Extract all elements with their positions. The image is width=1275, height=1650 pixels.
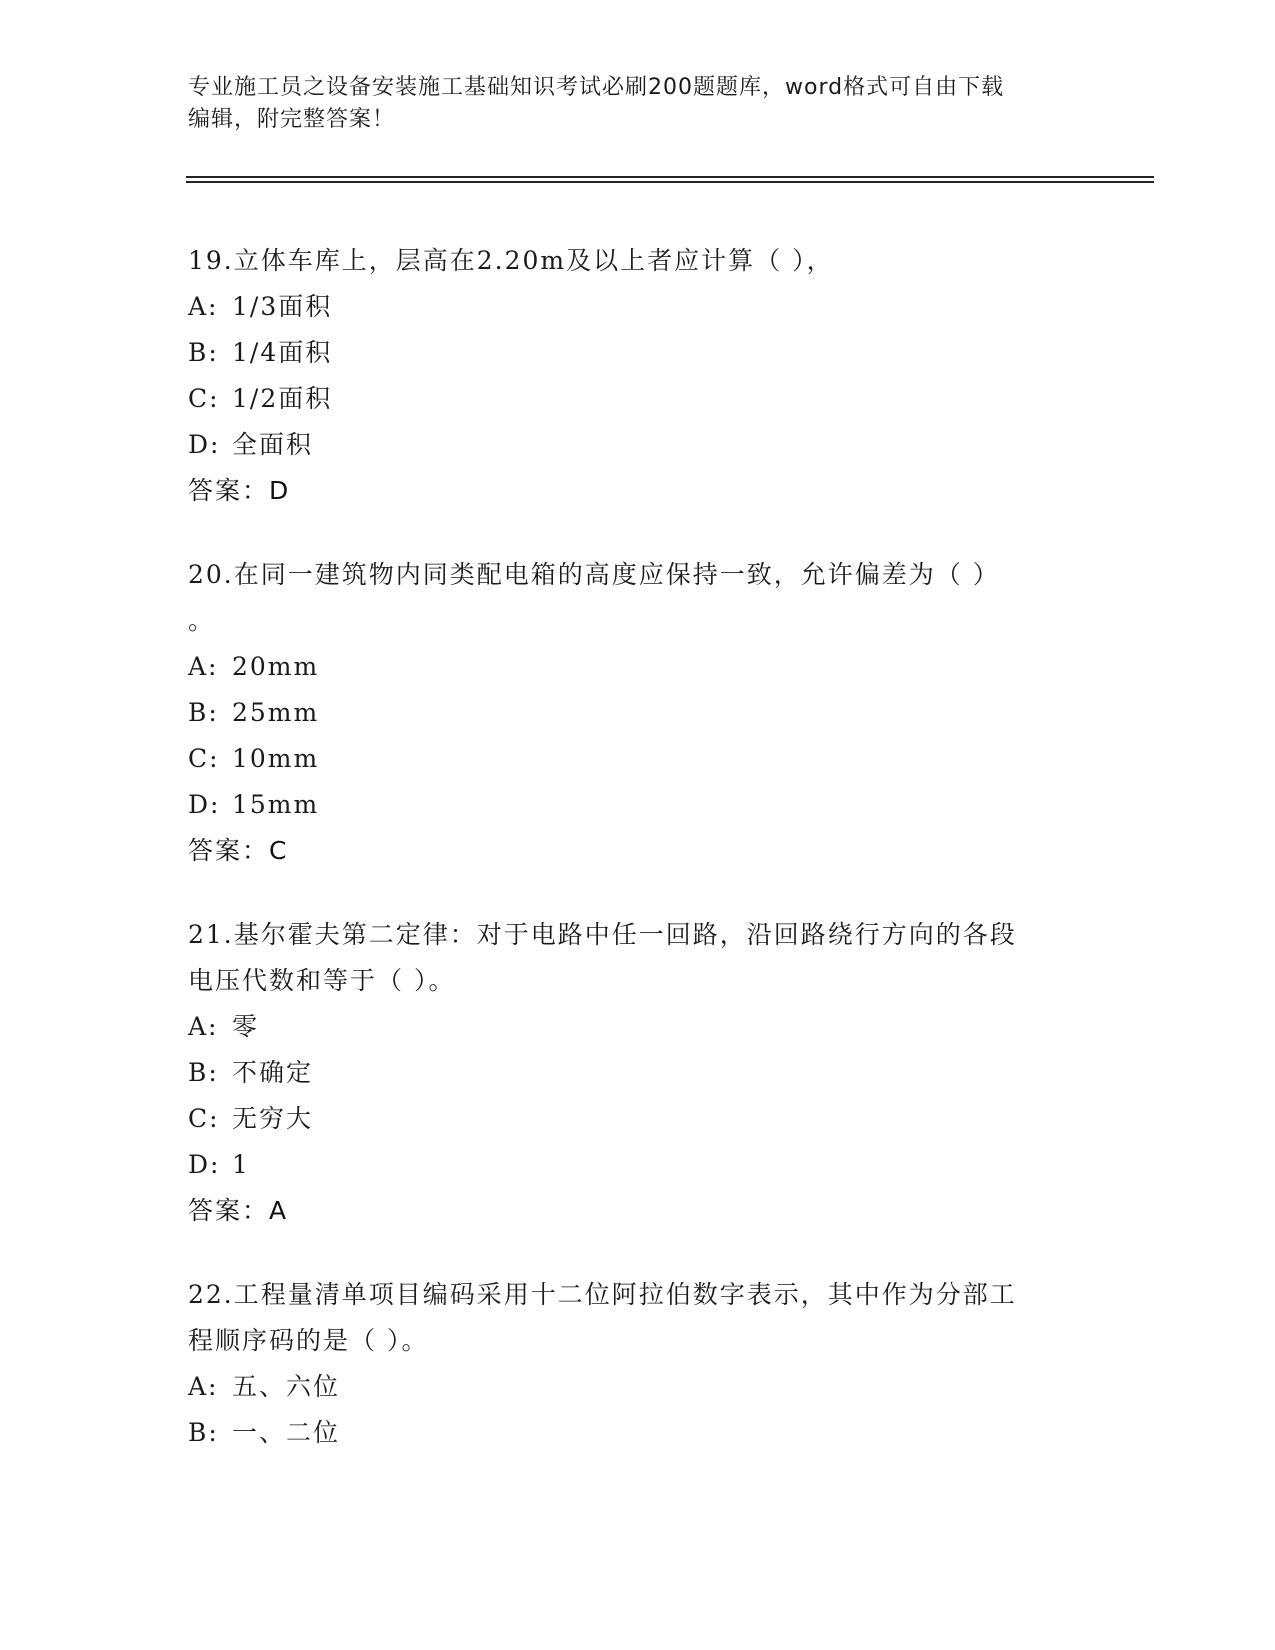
header-line-1: 专业施工员之设备安装施工基础知识考试必刷200题题库，word格式可自由下载 — [188, 75, 1005, 100]
option-text: 1/2面积 — [232, 384, 333, 413]
option-letter: A: — [188, 1012, 219, 1041]
option-a — [188, 1364, 1088, 1410]
option-letter: A: — [188, 652, 219, 681]
option-text: 1/3面积 — [232, 292, 333, 321]
question-text-continued: 电压代数和等于（ ）。 — [188, 966, 456, 995]
answer-line: 答案：D — [188, 476, 291, 505]
question-text: 20.在同一建筑物内同类配电箱的高度应保持一致，允许偏差为（ ） — [188, 560, 1000, 589]
option-text: 零 — [232, 1012, 260, 1041]
header-divider-bottom — [186, 181, 1154, 183]
option-text: 不确定 — [232, 1058, 314, 1087]
option-b — [188, 1410, 1088, 1456]
option-letter: C: — [188, 1104, 220, 1133]
option-b — [188, 330, 1088, 376]
option-d — [188, 1142, 1088, 1188]
answer-line: 答案：A — [188, 1196, 289, 1225]
option-a — [188, 644, 1088, 690]
option-text: 10mm — [232, 744, 320, 773]
option-text: 一、二位 — [232, 1418, 341, 1447]
option-letter: A: — [188, 292, 219, 321]
option-a — [188, 1004, 1088, 1050]
question-block — [188, 912, 1088, 1234]
header-divider-top — [186, 176, 1154, 178]
question-block — [188, 1272, 1088, 1456]
question-text: 21.基尔霍夫第二定律：对于电路中任一回路，沿回路绕行方向的各段 — [188, 920, 1017, 949]
option-c — [188, 1096, 1088, 1142]
question-text-continued: 程顺序码的是（ ）。 — [188, 1326, 429, 1355]
option-text: 1 — [232, 1150, 250, 1179]
document-header — [188, 72, 1088, 136]
header-line-2: 编辑，附完整答案！ — [188, 107, 396, 132]
option-text: 无穷大 — [232, 1104, 314, 1133]
option-b — [188, 1050, 1088, 1096]
option-letter: B: — [188, 698, 219, 727]
option-text: 五、六位 — [232, 1372, 341, 1401]
question-block — [188, 238, 1088, 514]
option-letter: B: — [188, 1058, 219, 1087]
option-letter: B: — [188, 338, 219, 367]
option-letter: C: — [188, 384, 220, 413]
option-text: 25mm — [232, 698, 320, 727]
question-text-continued: 。 — [188, 606, 216, 635]
option-d — [188, 782, 1088, 828]
option-c — [188, 736, 1088, 782]
option-letter: D: — [188, 430, 221, 459]
question-list — [188, 238, 1088, 1494]
question-block — [188, 552, 1088, 874]
question-text: 22.工程量清单项目编码采用十二位阿拉伯数字表示，其中作为分部工 — [188, 1280, 1017, 1309]
answer-line: 答案：C — [188, 836, 289, 865]
option-text: 全面积 — [232, 430, 314, 459]
option-letter: A: — [188, 1372, 219, 1401]
option-d — [188, 422, 1088, 468]
option-letter: D: — [188, 1150, 221, 1179]
option-c — [188, 376, 1088, 422]
option-letter: D: — [188, 790, 221, 819]
option-b — [188, 690, 1088, 736]
option-text: 1/4面积 — [232, 338, 333, 367]
option-text: 15mm — [232, 790, 320, 819]
option-letter: B: — [188, 1418, 219, 1447]
question-text: 19.立体车库上，层高在2.20m及以上者应计算（ ）， — [188, 246, 834, 275]
option-a — [188, 284, 1088, 330]
option-text: 20mm — [232, 652, 320, 681]
option-letter: C: — [188, 744, 220, 773]
